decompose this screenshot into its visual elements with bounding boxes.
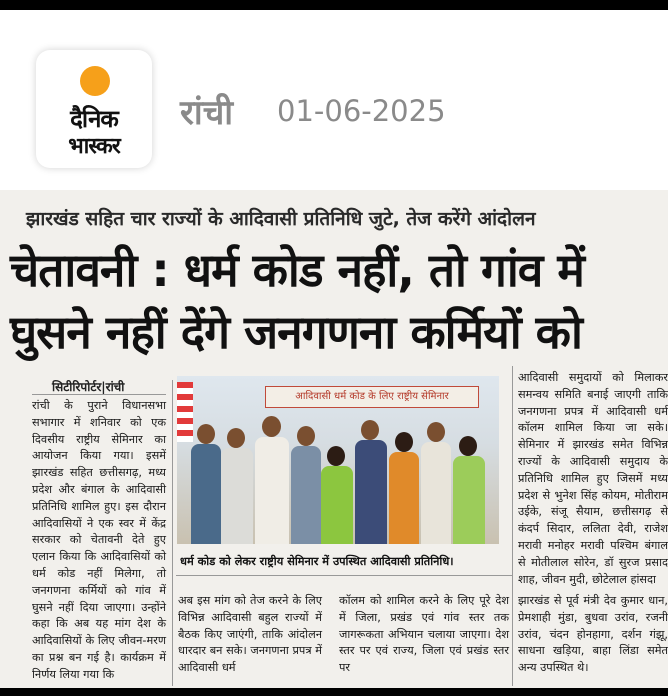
column-divider <box>172 380 173 686</box>
byline: सिटीरिपोर्टर|रांची <box>52 380 125 394</box>
masthead <box>0 10 668 190</box>
headline-line1: चेतावनी : धर्म कोड नहीं, तो गांव में <box>10 243 584 297</box>
sun-icon <box>80 66 110 96</box>
headline-line2: घुसने नहीं देंगे जनगणना कर्मियों को <box>10 305 582 359</box>
kicker-headline: झारखंड सहित चार राज्यों के आदिवासी प्रतिनिधि जुटे, तेज करेंगे आंदोलन <box>26 208 536 230</box>
event-photo <box>177 376 499 544</box>
byline-rule <box>32 394 166 395</box>
dainik-bhaskar-logo <box>36 50 152 168</box>
logo-text-line2: भास्कर <box>68 133 120 159</box>
article-column-2: अब इस मांग को तेज करने के लिए विभिन्न आदिवासी बहुल राज्यों में बैठक किए जाएंगी, ताकि आंदोलन धारदार बन सके। जनगणना प्रपत्र में आदिवासी धर्म <box>178 594 322 675</box>
newspaper-clipping <box>0 10 668 688</box>
article-column-4: आदिवासी समुदायों को मिलाकर समन्वय समिति बनाई जाएगी ताकि जनगणना प्रपत्र में आदिवासी धर्म कॉलम शामिल किया जा सके। सेमिनार में झारखंड समेत विभिन्न राज्यों के आदिवासी समुदाय के प्रतिनिधि शामिल हुए जिसमें मध्य प्रदेश से भुनेश सिंह कोयम, मोतीराम उईके, संजू सैयाम, छत्तीसगढ़ से कंदर्प सिदार, ललिता देवी, राजेश मरावी मनोहर मरावी पश्चिम बंगाल से मोतीलाल सोरेन, डॉ सुरज प्रसाद शाह, जीवन मुदी, छोटेलाल हांसदा <box>518 371 668 586</box>
photo-caption: धर्म कोड को लेकर राष्ट्रीय सेमिनार में उपस्थित आदिवासी प्रतिनिधि। <box>180 555 454 568</box>
flag-graphic <box>177 382 193 442</box>
photo-banner: आदिवासी धर्म कोड के लिए राष्ट्रीय सेमिनार <box>265 386 479 408</box>
article-column-1: रांची के पुराने विधानसभा सभागार में शनिवार को एक दिवसीय राष्ट्रीय सेमिनार का आयोजन किया गया। इसमें झारखंड सहित छत्तीसगढ़, मध्य प्रदेश और बंगाल के आदिवासी प्रतिनिधि शामिल हुए। इस दौरान आदिवासियों ने एक स्वर में केंद्र सरकार को चेतावनी देते हुए एलान किया कि आदिवासियों को धर्म कोड नहीं मिलेगा, तो जनगणना कर्मियों को गांव में घुसने नहीं दिया जाएगा। उन्होंने कहा कि अब यह मांग देश के आदिवासियों के लिए जीवन-मरण का प्रश्न बन गई है। कार्यक्रम में निर्णय लिया गया कि <box>32 399 166 681</box>
article-column-3: कॉलम को शामिल करने के लिए पूरे देश में जिला, प्रखंड एवं गांव स्तर तक जागरूकता अभियान चलाया जाएगा। देश स्तर पर एवं राज्य, जिला एवं प्रखंड स्तर पर <box>339 594 509 675</box>
edition-city: रांची <box>180 93 234 133</box>
logo-text-line1: दैनिक <box>70 104 118 133</box>
caption-rule <box>176 575 512 576</box>
edition-date: 01-06-2025 <box>277 94 446 128</box>
article-column-4-continued: झारखंड से पूर्व मंत्री देव कुमार धान, प्रेमशाही मुंडा, बुधवा उरांव, रजनी उरांव, चंदन होनहागा, दर्शन गंझू, साधना खड़िया, बाहा लिंडा समेत अन्य उपस्थित थे। <box>518 594 668 675</box>
column-divider <box>512 366 513 686</box>
